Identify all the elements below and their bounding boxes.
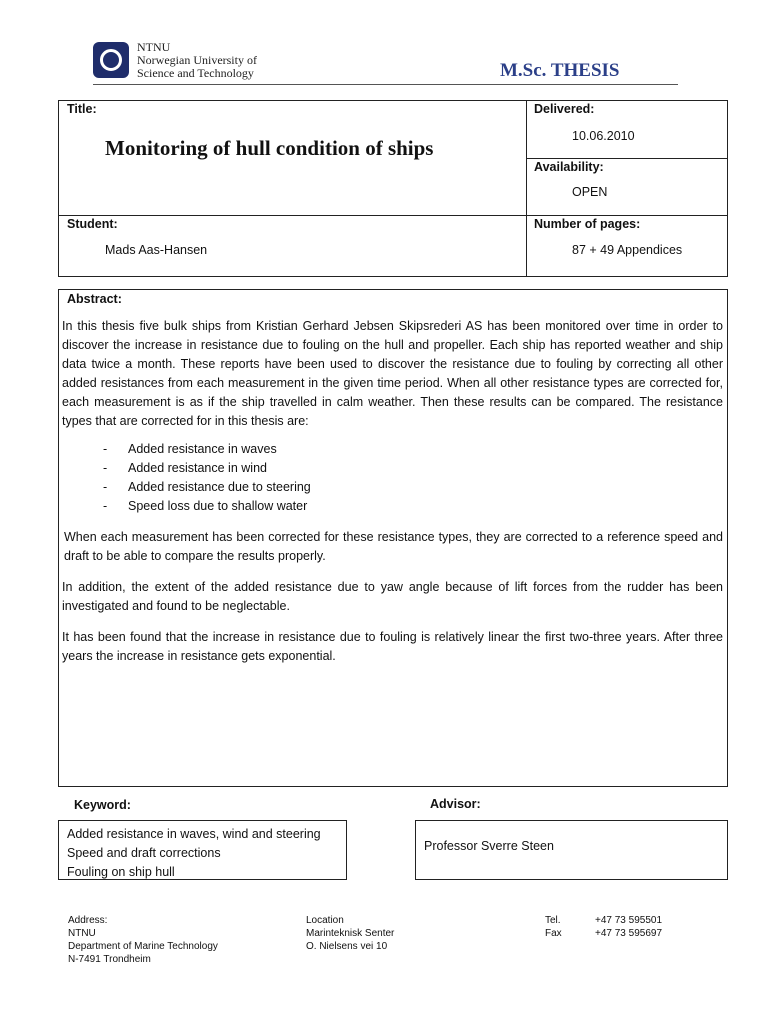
abstract-para-4: It has been found that the increase in resistance due to fouling is relatively linear the first two-three years. After three years the increase in resistance gets exponential. [62, 630, 723, 663]
student-box [58, 215, 527, 277]
pages-value: 87 + 49 Appendices [572, 243, 683, 257]
abstract-para-3: In addition, the extent of the added resistance due to yaw angle because of lift forces from the rudder has been investigated and found to be neglectable. [62, 580, 723, 613]
location-line: Location [306, 915, 344, 926]
footer-contact-values [595, 914, 662, 940]
list-item: - Added resistance in wind [103, 461, 267, 475]
advisor-name: Professor Sverre Steen [424, 839, 554, 853]
title-label: Title: [67, 102, 97, 116]
keyword-box [58, 820, 347, 880]
keyword-item: Added resistance in waves, wind and steering [67, 827, 321, 841]
footer-location [306, 914, 394, 953]
keyword-label: Keyword: [74, 798, 131, 812]
footer-contact-labels [545, 914, 562, 940]
university-line: NTNU [137, 40, 171, 54]
address-line: NTNU [68, 928, 96, 939]
tel-label: Tel. [545, 915, 561, 926]
keyword-item: Fouling on ship hull [67, 865, 175, 879]
location-line: O. Nielsens vei 10 [306, 941, 388, 952]
delivered-date: 10.06.2010 [572, 129, 635, 143]
footer-address [68, 914, 218, 966]
thesis-title: Monitoring of hull condition of ships [105, 136, 434, 160]
abstract-box [58, 289, 728, 787]
fax-number: +47 73 595697 [595, 928, 663, 939]
advisor-label: Advisor: [430, 797, 481, 811]
title-box [58, 100, 527, 216]
pages-box [526, 215, 728, 277]
availability-label: Availability: [534, 160, 604, 174]
header-divider [93, 84, 678, 85]
abstract-label: Abstract: [67, 292, 122, 306]
advisor-box [415, 820, 728, 880]
location-line: Marinteknisk Senter [306, 928, 395, 939]
resistance-type-list [62, 440, 723, 516]
address-line: Address: [68, 915, 108, 926]
ntnu-logo [93, 42, 129, 78]
tel-number: +47 73 595501 [595, 915, 663, 926]
student-label: Student: [67, 217, 118, 231]
abstract-intro: In this thesis five bulk ships from Kristian Gerhard Jebsen Skipsrederi AS has been monitored over time in order to discover the increase in resistance due to fouling on the hull and propeller. Each ship has reported weather and ship data twice a month. These reports have been used to discover the resistance due to fouling by correcting all other added resistances from each measurement in the given time period. When all other resistance types are corrected for, each measurement is as if the ship travelled in calm weather. Then these results can be compared. The resistance types that are corrected for in this thesis are: [62, 319, 723, 428]
address-line: Department of Marine Technology [68, 941, 218, 952]
address-line: N-7491 Trondheim [68, 954, 151, 965]
student-name: Mads Aas-Hansen [105, 243, 208, 257]
availability-box [526, 158, 728, 216]
abstract-body [62, 317, 723, 666]
delivered-label: Delivered: [534, 102, 595, 116]
pages-label: Number of pages: [534, 217, 641, 231]
university-line: Norwegian University of [137, 53, 257, 67]
keyword-item: Speed and draft corrections [67, 846, 221, 860]
list-item: - Added resistance in waves [103, 442, 277, 456]
university-line: Science and Technology [137, 66, 254, 80]
university-name [137, 41, 257, 80]
delivered-box [526, 100, 728, 159]
document-type: M.Sc. THESIS [500, 60, 620, 81]
fax-label: Fax [545, 928, 562, 939]
availability-value: OPEN [572, 185, 608, 199]
list-item: - Added resistance due to steering [103, 480, 311, 494]
abstract-para-2: When each measurement has been corrected for these resistance types, they are corrected to a reference speed and draft to be able to compare the results properly. [64, 530, 723, 563]
list-item: - Speed loss due to shallow water [103, 499, 308, 513]
